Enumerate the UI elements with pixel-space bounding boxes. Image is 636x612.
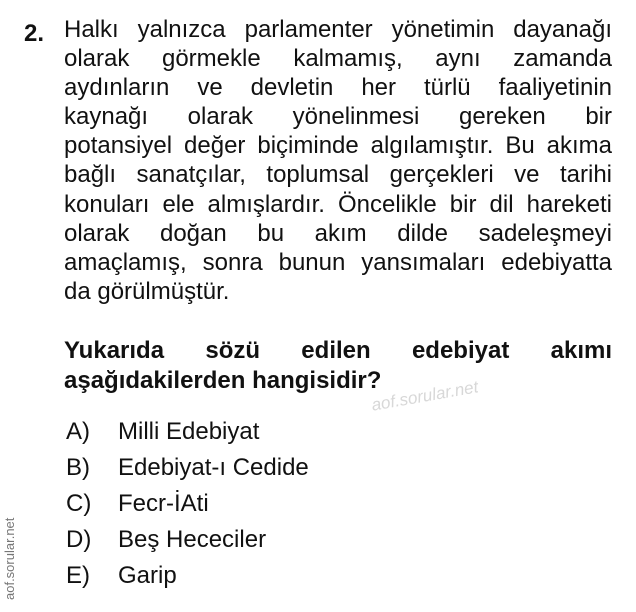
option-e[interactable] — [66, 558, 586, 594]
side-watermark: aof.sorular.net — [2, 517, 17, 600]
passage-line: amaçlamış, sonra bunun yansımaları edebiyatta — [64, 248, 612, 276]
option-text: Fecr-İAti — [118, 490, 209, 517]
passage-line: bağlı sanatçılar, toplumsal gerçekleri ve tarihi — [64, 161, 612, 189]
passage-line: konuları ele almışlardır. Öncelikle bir dil hareketi — [64, 190, 612, 218]
answer-options — [66, 414, 586, 594]
watermark: aof.sorular.net — [370, 377, 480, 415]
option-text: Garip — [118, 562, 177, 589]
passage-line: olarak görmekle kalmamış, aynı zamanda — [64, 45, 612, 73]
question-passage — [64, 15, 612, 306]
question-prompt — [64, 336, 612, 396]
prompt-line: aşağıdakilerden hangisidir? — [64, 367, 382, 394]
option-a[interactable] — [66, 414, 586, 450]
passage-line: aydınların ve devletin her türlü faaliyetinin — [64, 74, 612, 102]
prompt-line: Yukarıda sözü edilen edebiyat akımı — [64, 337, 612, 364]
passage-line: potansiyel değer biçiminde algılamıştır. Bu akıma — [64, 132, 612, 160]
passage-line: kaynağı olarak yönelinmesi gereken bir — [64, 103, 612, 131]
option-letter: B) — [66, 454, 90, 481]
passage-line: olarak doğan bu akım dilde sadeleşmeyi — [64, 219, 612, 247]
option-text: Milli Edebiyat — [118, 418, 260, 445]
option-text: Edebiyat-ı Cedide — [118, 454, 309, 481]
option-c[interactable] — [66, 486, 586, 522]
question-number: 2. — [24, 20, 45, 47]
passage-line: da görülmüştür. — [64, 277, 230, 305]
option-d[interactable] — [66, 522, 586, 558]
option-text: Beş Hececiler — [118, 526, 267, 553]
option-letter: C) — [66, 490, 92, 517]
option-b[interactable] — [66, 450, 586, 486]
option-letter: A) — [66, 418, 90, 445]
option-letter: E) — [66, 562, 90, 589]
option-letter: D) — [66, 526, 92, 553]
passage-line: Halkı yalnızca parlamenter yönetimin dayanağı — [64, 16, 612, 43]
